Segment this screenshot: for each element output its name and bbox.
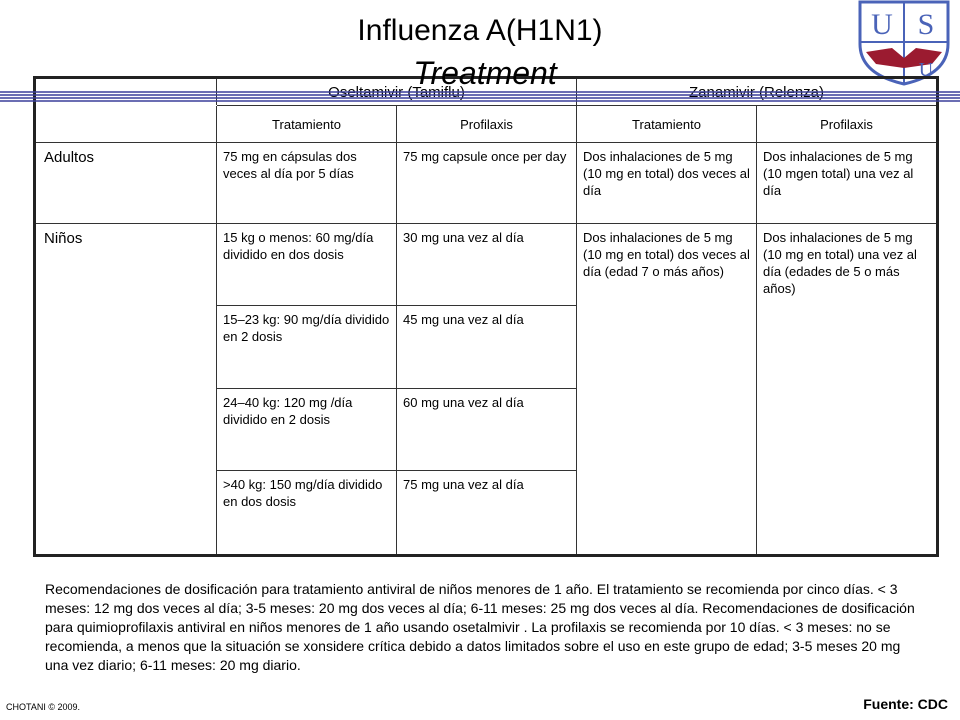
cell-ninos-osel-profilaxis: 75 mg una vez al día bbox=[397, 471, 577, 556]
table-corner-cell-lower bbox=[35, 106, 217, 143]
cell-adultos-zana-tratamiento: Dos inhalaciones de 5 mg (10 mg en total) dos veces al día bbox=[577, 143, 757, 224]
usu-shield-logo bbox=[852, 0, 956, 86]
subheader-osel-profilaxis: Profilaxis bbox=[397, 106, 577, 143]
drug-header-oseltamivir: Oseltamivir (Tamiflu) bbox=[217, 78, 577, 106]
cell-ninos-osel-tratamiento: 24–40 kg: 120 mg /día dividido en 2 dosis bbox=[217, 388, 397, 471]
svg-text:U: U bbox=[871, 8, 893, 41]
slide-title: Influenza A(H1N1) bbox=[357, 14, 603, 47]
cell-ninos-osel-tratamiento: 15–23 kg: 90 mg/día dividido en 2 dosis bbox=[217, 306, 397, 389]
dosing-note: Recomendaciones de dosificación para tratamiento antiviral de niños menores de 1 año. El tratamiento se recomienda por cinco días. < 3 meses: 12 mg dos veces al día; 3-5 meses: 20 mg dos veces al día; 6-11 meses: 25 mg dos veces al día. Recomendaciones de dosificación para quimioprofilaxis antiviral en niños menores de 1 año usando osetalmivir . La profilaxis se recomienda por 10 días. < 3 meses: no se recomienda, a menos que la situación se xonsidere crítica debido a datos limitados sobre el uso en este grupo de edad; 3-5 meses 20 mg una vez diario; 6-11 meses: 20 mg diario. bbox=[45, 581, 915, 673]
cell-adultos-osel-tratamiento: 75 mg en cápsulas dos veces al día por 5 días bbox=[217, 143, 397, 224]
subheader-zana-tratamiento: Tratamiento bbox=[577, 106, 757, 143]
table-row-ninos-1 bbox=[35, 223, 938, 306]
subheader-osel-tratamiento: Tratamiento bbox=[217, 106, 397, 143]
cell-adultos-osel-profilaxis: 75 mg capsule once per day bbox=[397, 143, 577, 224]
svg-text:S: S bbox=[917, 8, 935, 41]
row-label-ninos: Niños bbox=[35, 223, 217, 555]
table-row-adultos bbox=[35, 143, 938, 224]
cell-ninos-zana-profilaxis: Dos inhalaciones de 5 mg (10 mg en total) una vez al día (edades de 5 o más años) bbox=[757, 223, 938, 555]
cell-ninos-osel-tratamiento: >40 kg: 150 mg/día dividido en dos dosis bbox=[217, 471, 397, 556]
dosage-table bbox=[33, 76, 939, 557]
svg-text:U: U bbox=[918, 59, 934, 81]
drug-header-zanamivir: Zanamivir (Relenza) bbox=[577, 78, 938, 106]
cell-ninos-osel-tratamiento: 15 kg o menos: 60 mg/día dividido en dos dosis bbox=[217, 223, 397, 306]
cell-adultos-zana-profilaxis: Dos inhalaciones de 5 mg (10 mgen total) una vez al día bbox=[757, 143, 938, 224]
copyright-text: CHOTANI © 2009. bbox=[6, 702, 80, 712]
title-rule-lines bbox=[0, 90, 960, 104]
subheader-zana-profilaxis: Profilaxis bbox=[757, 106, 938, 143]
slide-subtitle: Treatment bbox=[413, 55, 557, 91]
source-label: Fuente: CDC bbox=[863, 696, 948, 712]
cell-ninos-osel-profilaxis: 45 mg una vez al día bbox=[397, 306, 577, 389]
cell-ninos-osel-profilaxis: 30 mg una vez al día bbox=[397, 223, 577, 306]
cell-ninos-osel-profilaxis: 60 mg una vez al día bbox=[397, 388, 577, 471]
row-label-adultos: Adultos bbox=[35, 143, 217, 224]
cell-ninos-zana-tratamiento: Dos inhalaciones de 5 mg (10 mg en total) dos veces al día (edad 7 o más años) bbox=[577, 223, 757, 555]
